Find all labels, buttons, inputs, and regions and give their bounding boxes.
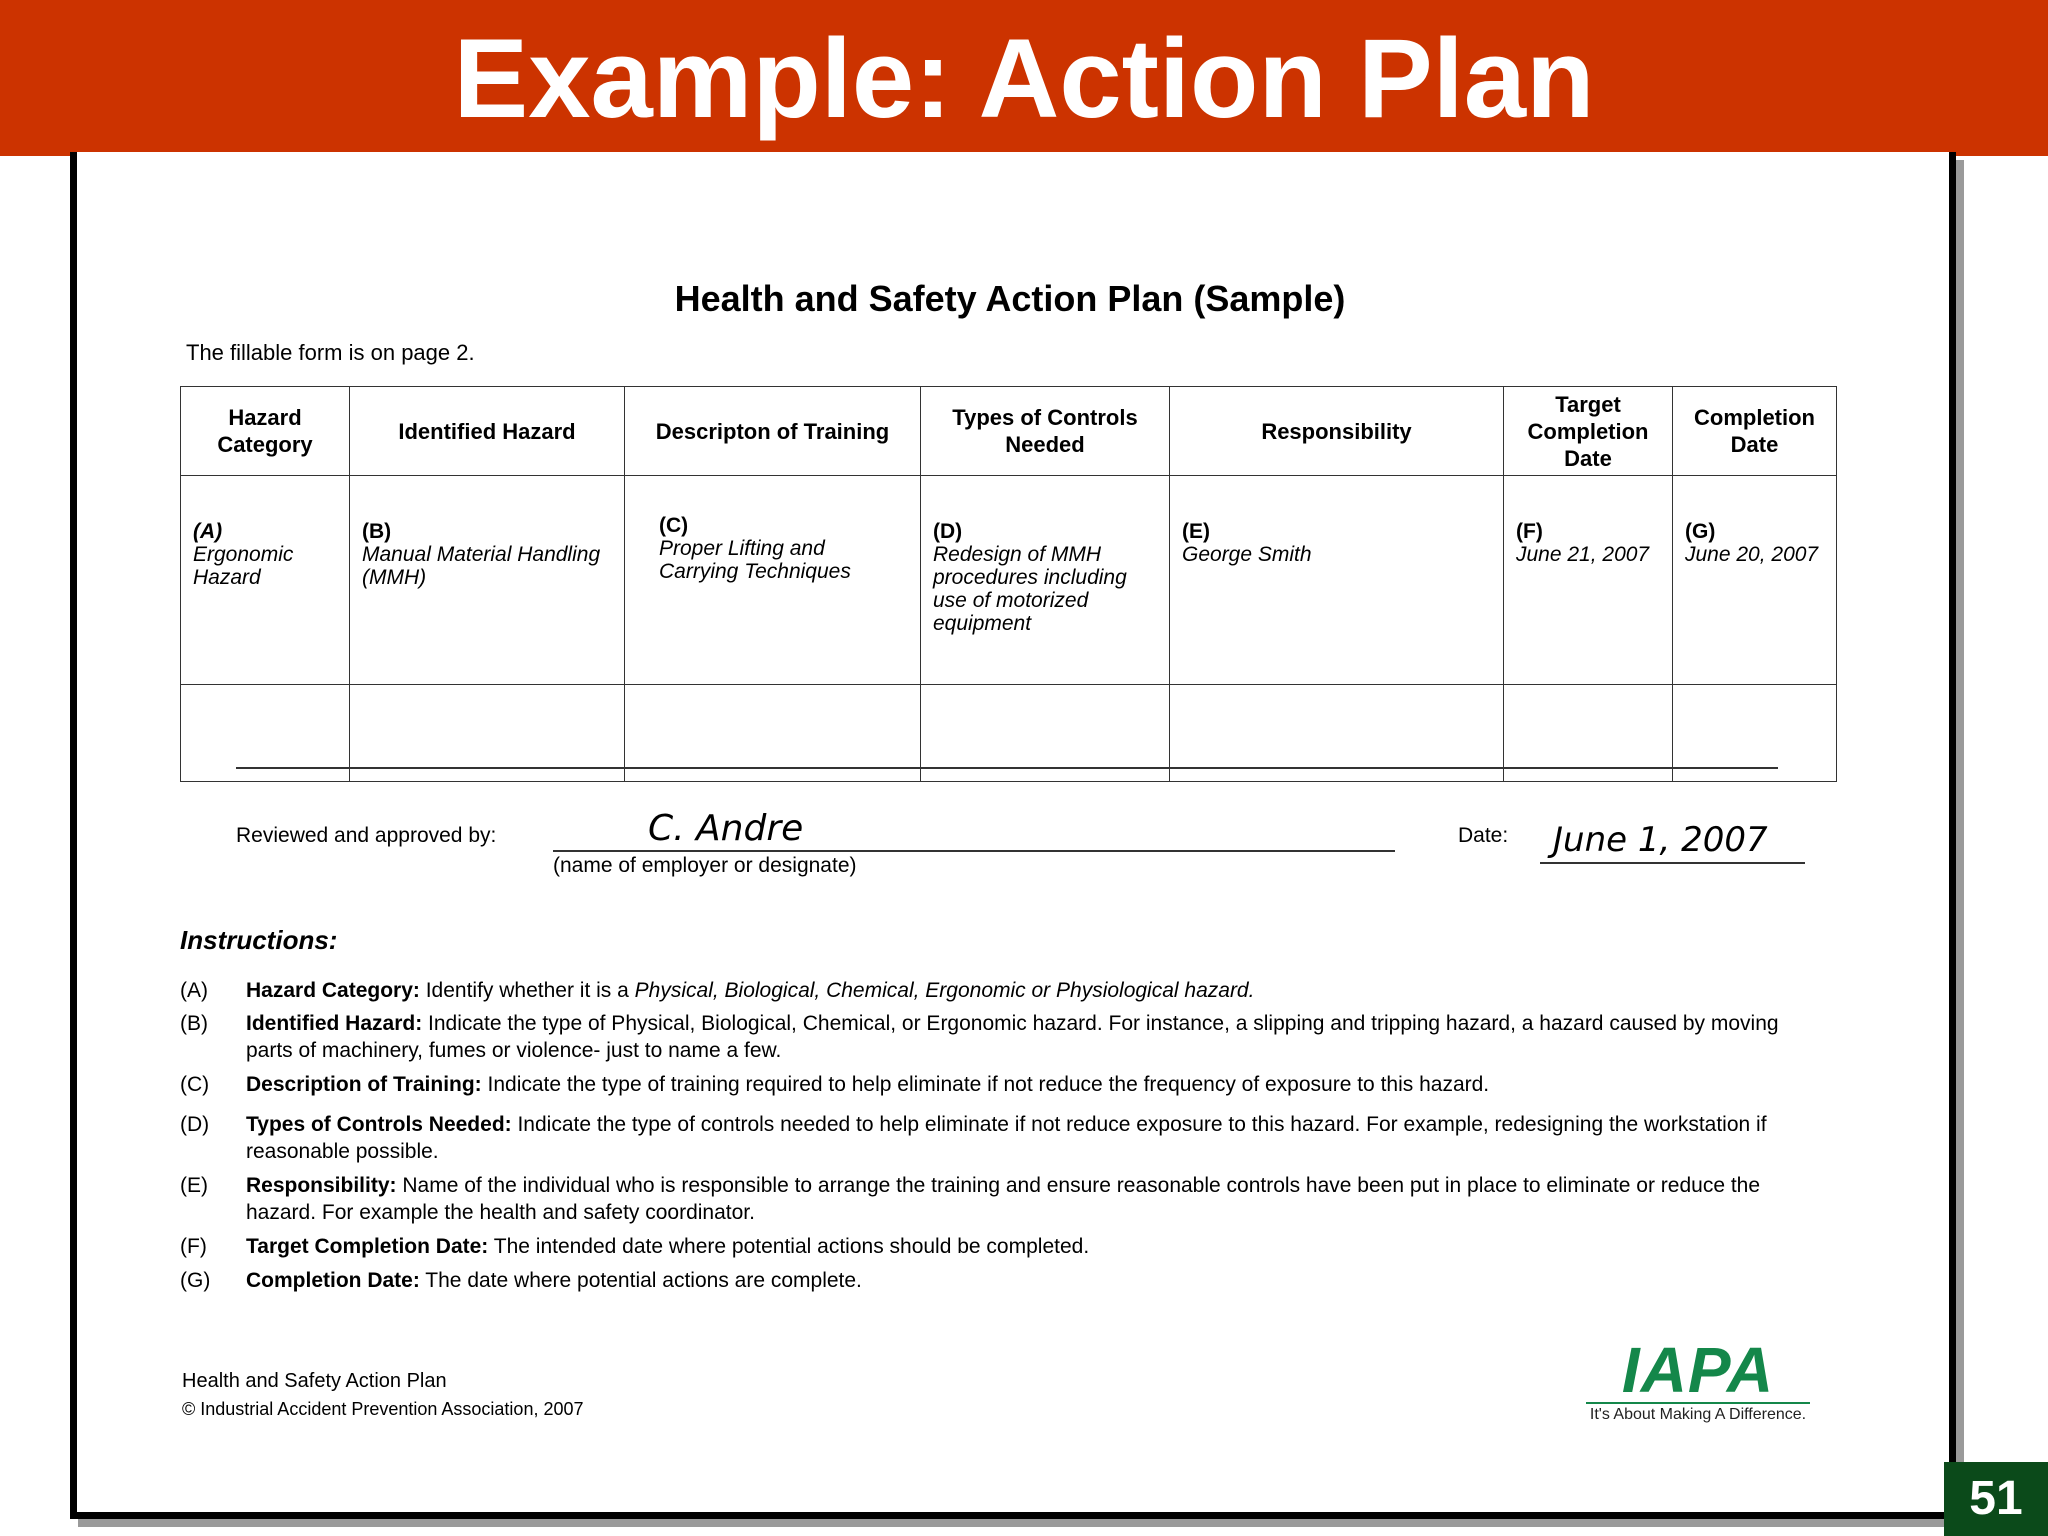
header-types-of-controls: Types of Controls Needed: [921, 387, 1170, 476]
header-hazard-category: Hazard Category: [181, 387, 350, 476]
cell-hazard-category: [181, 476, 350, 685]
instruction-item: [180, 977, 1790, 1004]
instruction-text-italic: Physical, Biological, Chemical, Ergonomic or Physiological hazard.: [634, 979, 1255, 1002]
logo-mark: IAPA: [1621, 1334, 1775, 1406]
cell-types-of-controls: [921, 476, 1170, 685]
instruction-code: (F): [180, 1235, 207, 1258]
instruction-item: [180, 1010, 1790, 1064]
cell-target-completion-date: [1504, 476, 1673, 685]
instruction-item: [180, 1071, 1790, 1098]
instruction-text: The intended date where potential actions should be completed.: [488, 1235, 1090, 1258]
cell-letter: (D): [933, 520, 963, 543]
instruction-code: (E): [180, 1174, 208, 1197]
divider-line: [236, 767, 1778, 769]
signature-line: [553, 850, 1395, 852]
cell-letter: (F): [1516, 520, 1543, 543]
logo-tagline: It's About Making A Difference.: [1589, 1406, 1807, 1423]
footer-copyright: © Industrial Accident Prevention Association, 2007: [182, 1399, 584, 1419]
cell-text: Manual Material Handling (MMH): [362, 543, 601, 589]
slide-page-number: 51: [1944, 1462, 2048, 1536]
header-identified-hazard: Identified Hazard: [350, 387, 625, 476]
cell-letter: (E): [1182, 520, 1210, 543]
instruction-item: [180, 1111, 1790, 1165]
cell-letter: (C): [659, 514, 689, 537]
instructions-heading: Instructions:: [180, 925, 338, 955]
instruction-text: Indicate the type of Physical, Biological, Chemical, or Ergonomic hazard. For instance, a slipping and tripping hazard, a hazard caused by moving parts of machinery, fumes or violence- just to name a few.: [246, 1012, 1779, 1062]
header-completion-date: Completion Date: [1673, 387, 1837, 476]
iapa-logo: [1580, 1334, 1816, 1424]
cell-completion-date: [1673, 476, 1837, 685]
cell-responsibility: [1170, 476, 1504, 685]
instruction-text: Name of the individual who is responsible to arrange the training and ensure reasonable controls have been put in place to eliminate or reduce the hazard. For example the health and safety coordinator.: [246, 1174, 1761, 1224]
table-header-row: [181, 387, 1837, 476]
cell-text: June 20, 2007: [1685, 543, 1819, 566]
cell-description-of-training: [625, 476, 921, 685]
instruction-term: Types of Controls Needed:: [246, 1113, 512, 1136]
cell-letter: (A): [193, 520, 223, 543]
instruction-term: Responsibility:: [246, 1174, 397, 1197]
instruction-code: (B): [180, 1012, 208, 1035]
instruction-code: (G): [180, 1269, 211, 1292]
cell-text: Ergonomic Hazard: [193, 543, 294, 589]
slide-title: Example: Action Plan: [453, 16, 1595, 141]
header-target-completion-date: Target Completion Date: [1504, 387, 1673, 476]
instruction-text: Indicate the type of controls needed to help eliminate if not reduce exposure to this hazard. For example, redesigning the workstation if reasonable possible.: [246, 1113, 1767, 1163]
table-row: [181, 476, 1837, 685]
instruction-term: Completion Date:: [246, 1269, 420, 1292]
approval-date-value: June 1, 2007: [1553, 820, 1768, 860]
action-plan-table: [180, 386, 1837, 782]
instruction-text: The date where potential actions are complete.: [419, 1269, 862, 1292]
instruction-item: [180, 1172, 1790, 1226]
footer-title: Health and Safety Action Plan: [182, 1370, 447, 1392]
cell-letter: (B): [362, 520, 392, 543]
instruction-code: (A): [180, 979, 208, 1002]
instruction-item: [180, 1267, 1790, 1294]
instruction-term: Description of Training:: [246, 1073, 482, 1096]
cell-letter: (G): [1685, 520, 1716, 543]
instruction-term: Target Completion Date:: [246, 1235, 489, 1258]
instruction-term: Hazard Category:: [246, 979, 420, 1002]
instruction-code: (D): [180, 1113, 210, 1136]
instruction-term: Identified Hazard:: [246, 1012, 423, 1035]
signature-caption: (name of employer or designate): [553, 854, 857, 877]
approval-label: Reviewed and approved by:: [236, 824, 497, 847]
cell-text: George Smith: [1182, 543, 1312, 566]
date-line: [1540, 862, 1805, 864]
cell-identified-hazard: [350, 476, 625, 685]
cell-text: Redesign of MMH procedures including use of motorized equipment: [933, 543, 1127, 635]
approval-date-label: Date:: [1458, 824, 1509, 847]
document-title: Health and Safety Action Plan (Sample): [674, 278, 1346, 319]
instruction-text: Identify whether it is a: [419, 979, 635, 1002]
instruction-code: (C): [180, 1073, 210, 1096]
approver-signature: C. Andre: [648, 808, 804, 849]
header-responsibility: Responsibility: [1170, 387, 1504, 476]
form-note: The fillable form is on page 2.: [186, 340, 475, 365]
cell-text: Proper Lifting and Carrying Techniques: [659, 537, 851, 583]
cell-text: June 21, 2007: [1516, 543, 1650, 566]
instruction-item: [180, 1233, 1790, 1260]
instruction-text: Indicate the type of training required to help eliminate if not reduce the frequency of exposure to this hazard.: [481, 1073, 1490, 1096]
header-description-of-training: Descripton of Training: [625, 387, 921, 476]
